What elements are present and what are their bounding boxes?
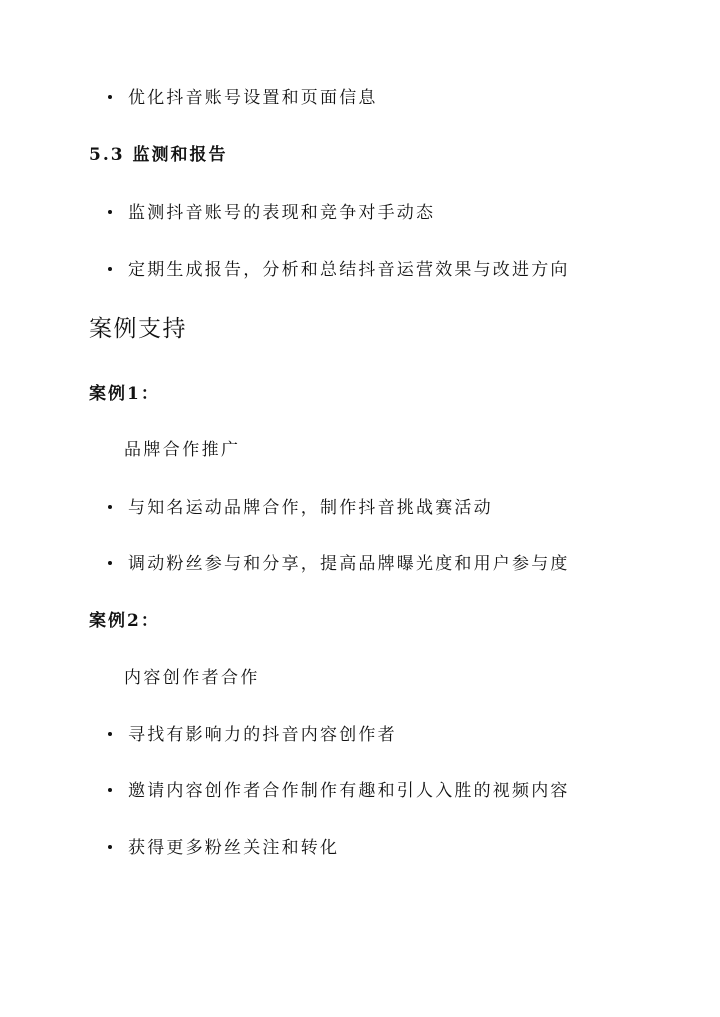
list-item [108, 727, 397, 744]
case-1-subtitle: 品牌合作推广 [124, 440, 241, 460]
bullet-icon [108, 95, 112, 99]
list-item-text: 与知名运动品牌合作，制作抖音挑战赛活动 [128, 498, 493, 518]
bullet-icon [108, 267, 112, 271]
list-item-text: 监测抖音账号的表现和竞争对手动态 [128, 203, 436, 223]
case-2-title: 案例2： [89, 611, 160, 631]
bullet-icon [108, 505, 112, 509]
list-item-text: 寻找有影响力的抖音内容创作者 [128, 725, 397, 745]
list-item [108, 262, 570, 279]
list-item-text: 邀请内容创作者合作制作有趣和引人入胜的视频内容 [128, 781, 570, 801]
bullet-icon [108, 561, 112, 565]
bullet-icon [108, 845, 112, 849]
list-item-text: 定期生成报告，分析和总结抖音运营效果与改进方向 [128, 260, 570, 280]
section-heading-cases: 案例支持 [89, 316, 187, 342]
list-item [108, 556, 570, 573]
bullet-icon [108, 788, 112, 792]
list-item-text: 获得更多粉丝关注和转化 [128, 838, 340, 858]
case-2-subtitle: 内容创作者合作 [124, 668, 260, 688]
list-item [108, 500, 493, 517]
list-item [108, 205, 435, 222]
list-item-text: 优化抖音账号设置和页面信息 [128, 88, 378, 108]
list-item [108, 783, 570, 800]
list-item [108, 840, 339, 857]
case-1-title: 案例1： [89, 384, 160, 404]
section-heading-5-3: 5.3 监测和报告 [89, 145, 228, 165]
bullet-icon [108, 732, 112, 736]
list-item [108, 90, 378, 107]
bullet-icon [108, 210, 112, 214]
list-item-text: 调动粉丝参与和分享，提高品牌曝光度和用户参与度 [128, 554, 570, 574]
